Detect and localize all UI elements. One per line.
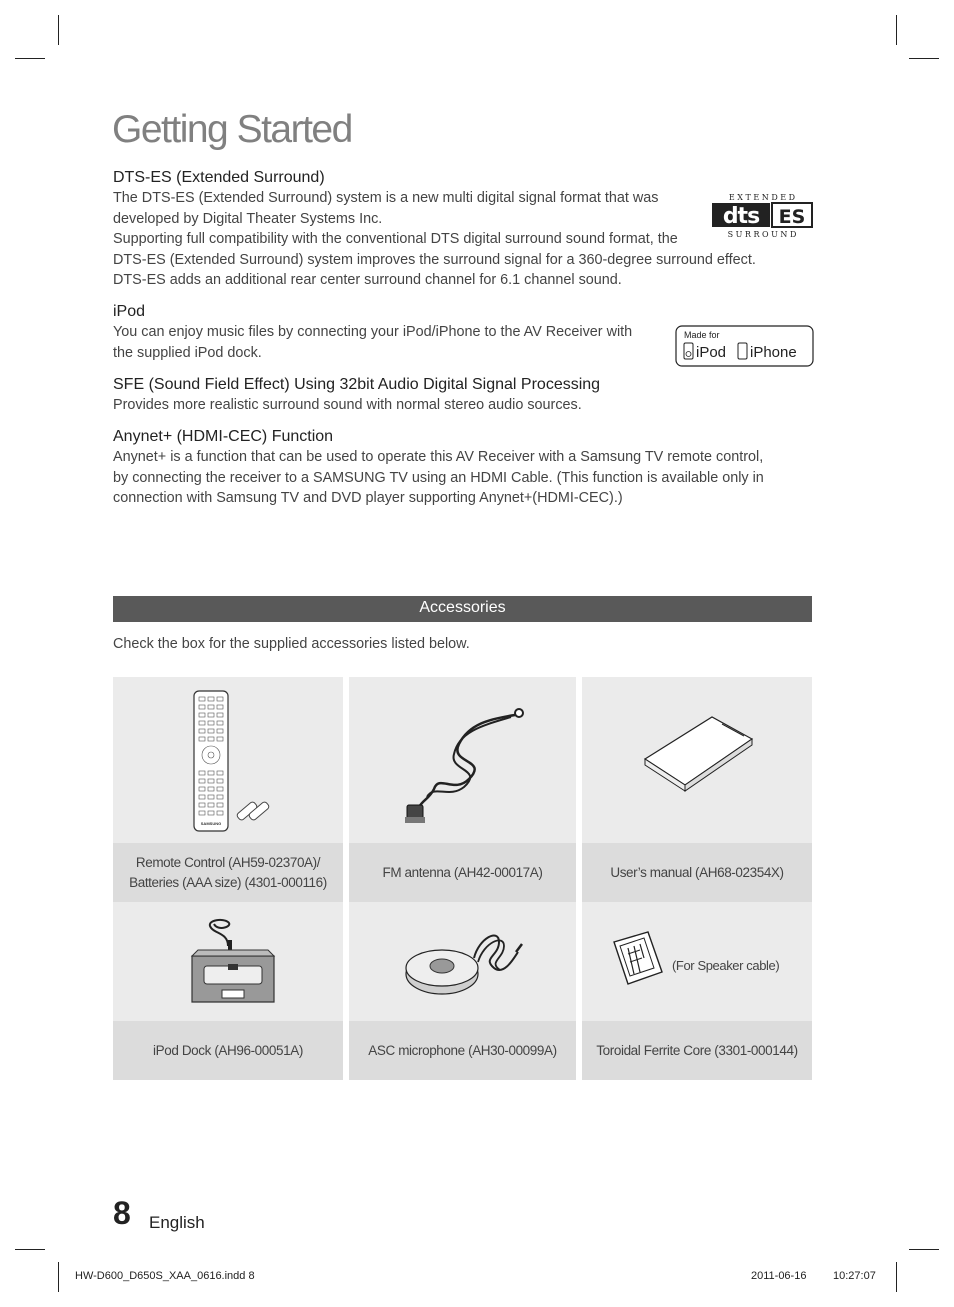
accessory-caption	[113, 843, 343, 902]
accessory-caption	[349, 843, 576, 902]
accessory-cell-fm-antenna	[349, 677, 576, 902]
body-line: Supporting full compatibility with the conventional DTS digital surround sound format, the	[113, 231, 678, 248]
remote-control-icon	[188, 689, 278, 834]
dts-logo-right-text: ES	[778, 206, 806, 228]
crop-mark	[58, 15, 59, 45]
section-heading: iPod	[113, 303, 146, 320]
crop-mark	[896, 1262, 897, 1292]
accessory-cell-ferrite-core	[582, 902, 812, 1080]
body-line: developed by Digital Theater Systems Inc.	[113, 210, 383, 227]
microphone-icon	[404, 928, 524, 1000]
fm-antenna-icon	[399, 699, 529, 829]
grid-divider	[343, 677, 349, 1080]
crop-mark	[909, 1249, 939, 1250]
made-for-ipod-iphone-badge	[675, 325, 814, 367]
slug-date: 2011-06-16	[751, 1270, 807, 1282]
dts-es-logo	[710, 190, 814, 240]
badge-made-for-text: Made for	[684, 330, 720, 340]
dts-logo-top-text: E X T E N D E D	[728, 193, 796, 202]
dts-logo-left-text: dts	[722, 204, 760, 229]
body-line: connection with Samsung TV and DVD player supporting Anynet+(HDMI-CEC).)	[113, 490, 623, 507]
body-line: You can enjoy music files by connecting your iPod/iPhone to the AV Receiver with	[113, 324, 633, 340]
caption-line: Toroidal Ferrite Core (3301-000144)	[596, 1042, 798, 1058]
crop-mark	[15, 58, 45, 59]
crop-mark	[909, 58, 939, 59]
body-line: The DTS-ES (Extended Surround) system is a new multi digital signal format that was	[113, 190, 659, 206]
section-anynet	[113, 427, 833, 509]
body-line: the supplied iPod dock.	[113, 344, 262, 361]
accessories-intro: Check the box for the supplied accessories listed below.	[113, 636, 470, 652]
badge-iphone-text: iPhone	[750, 344, 797, 361]
section-heading: DTS-ES (Extended Surround)	[113, 169, 325, 186]
accessories-header: Accessories	[113, 596, 812, 622]
section-sfe	[113, 375, 833, 416]
crop-mark	[15, 1249, 45, 1250]
badge-ipod-text: iPod	[696, 344, 727, 361]
body-line: DTS-ES (Extended Surround) system improves the surround signal for a 360-degree surround effect.	[113, 251, 756, 268]
body-line: Anynet+ is a function that can be used to operate this AV Receiver with a Samsung TV remote control,	[113, 449, 764, 465]
ipod-dock-icon	[188, 914, 278, 1009]
section-heading: Anynet+ (HDMI-CEC) Function	[113, 428, 334, 445]
page-language: English	[149, 1213, 205, 1232]
accessory-cell-ipod-dock	[113, 902, 343, 1080]
slug-file: HW-D600_D650S_XAA_0616.indd 8	[75, 1270, 255, 1282]
battery-icon	[236, 801, 270, 821]
caption-line: ASC microphone (AH30-00099A)	[368, 1042, 557, 1058]
remote-brand-text: SAMSUNG	[200, 821, 222, 826]
accessory-caption	[582, 843, 812, 902]
grid-divider	[576, 677, 582, 1080]
body-line: Provides more realistic surround sound with normal stereo audio sources.	[113, 397, 582, 413]
accessory-cell-remote	[113, 677, 343, 902]
accessory-caption	[113, 1021, 343, 1080]
caption-line: Remote Control (AH59-02370A)/	[135, 854, 321, 870]
body-line: DTS-ES adds an additional rear center surround channel for 6.1 channel sound.	[113, 272, 622, 289]
section-heading: SFE (Sound Field Effect) Using 32bit Audio Digital Signal Processing	[113, 376, 601, 393]
caption-line: User’s manual (AH68-02354X)	[610, 864, 784, 880]
ferrite-core-icon	[610, 928, 666, 988]
caption-line: Batteries (AAA size) (4301-000116)	[129, 874, 327, 890]
manual-icon	[640, 715, 755, 805]
accessory-cell-microphone	[349, 902, 576, 1080]
ferrite-note: (For Speaker cable)	[672, 958, 780, 973]
accessory-caption	[349, 1021, 576, 1080]
page-number: 8	[113, 1195, 131, 1231]
slug-time: 10:27:07	[833, 1270, 876, 1282]
dts-logo-bottom-text: S U R R O U N D	[727, 230, 797, 239]
crop-mark	[896, 15, 897, 45]
accessory-caption	[582, 1021, 812, 1080]
section-dts-es	[113, 168, 813, 291]
accessory-cell-manual	[582, 677, 812, 902]
crop-mark	[58, 1262, 59, 1292]
body-line: by connecting the receiver to a SAMSUNG TV using an HDMI Cable. (This function is available only in	[113, 469, 764, 486]
page-title: Getting Started	[112, 108, 352, 151]
caption-line: FM antenna (AH42-00017A)	[382, 864, 543, 880]
caption-line: iPod Dock (AH96-00051A)	[153, 1042, 303, 1058]
